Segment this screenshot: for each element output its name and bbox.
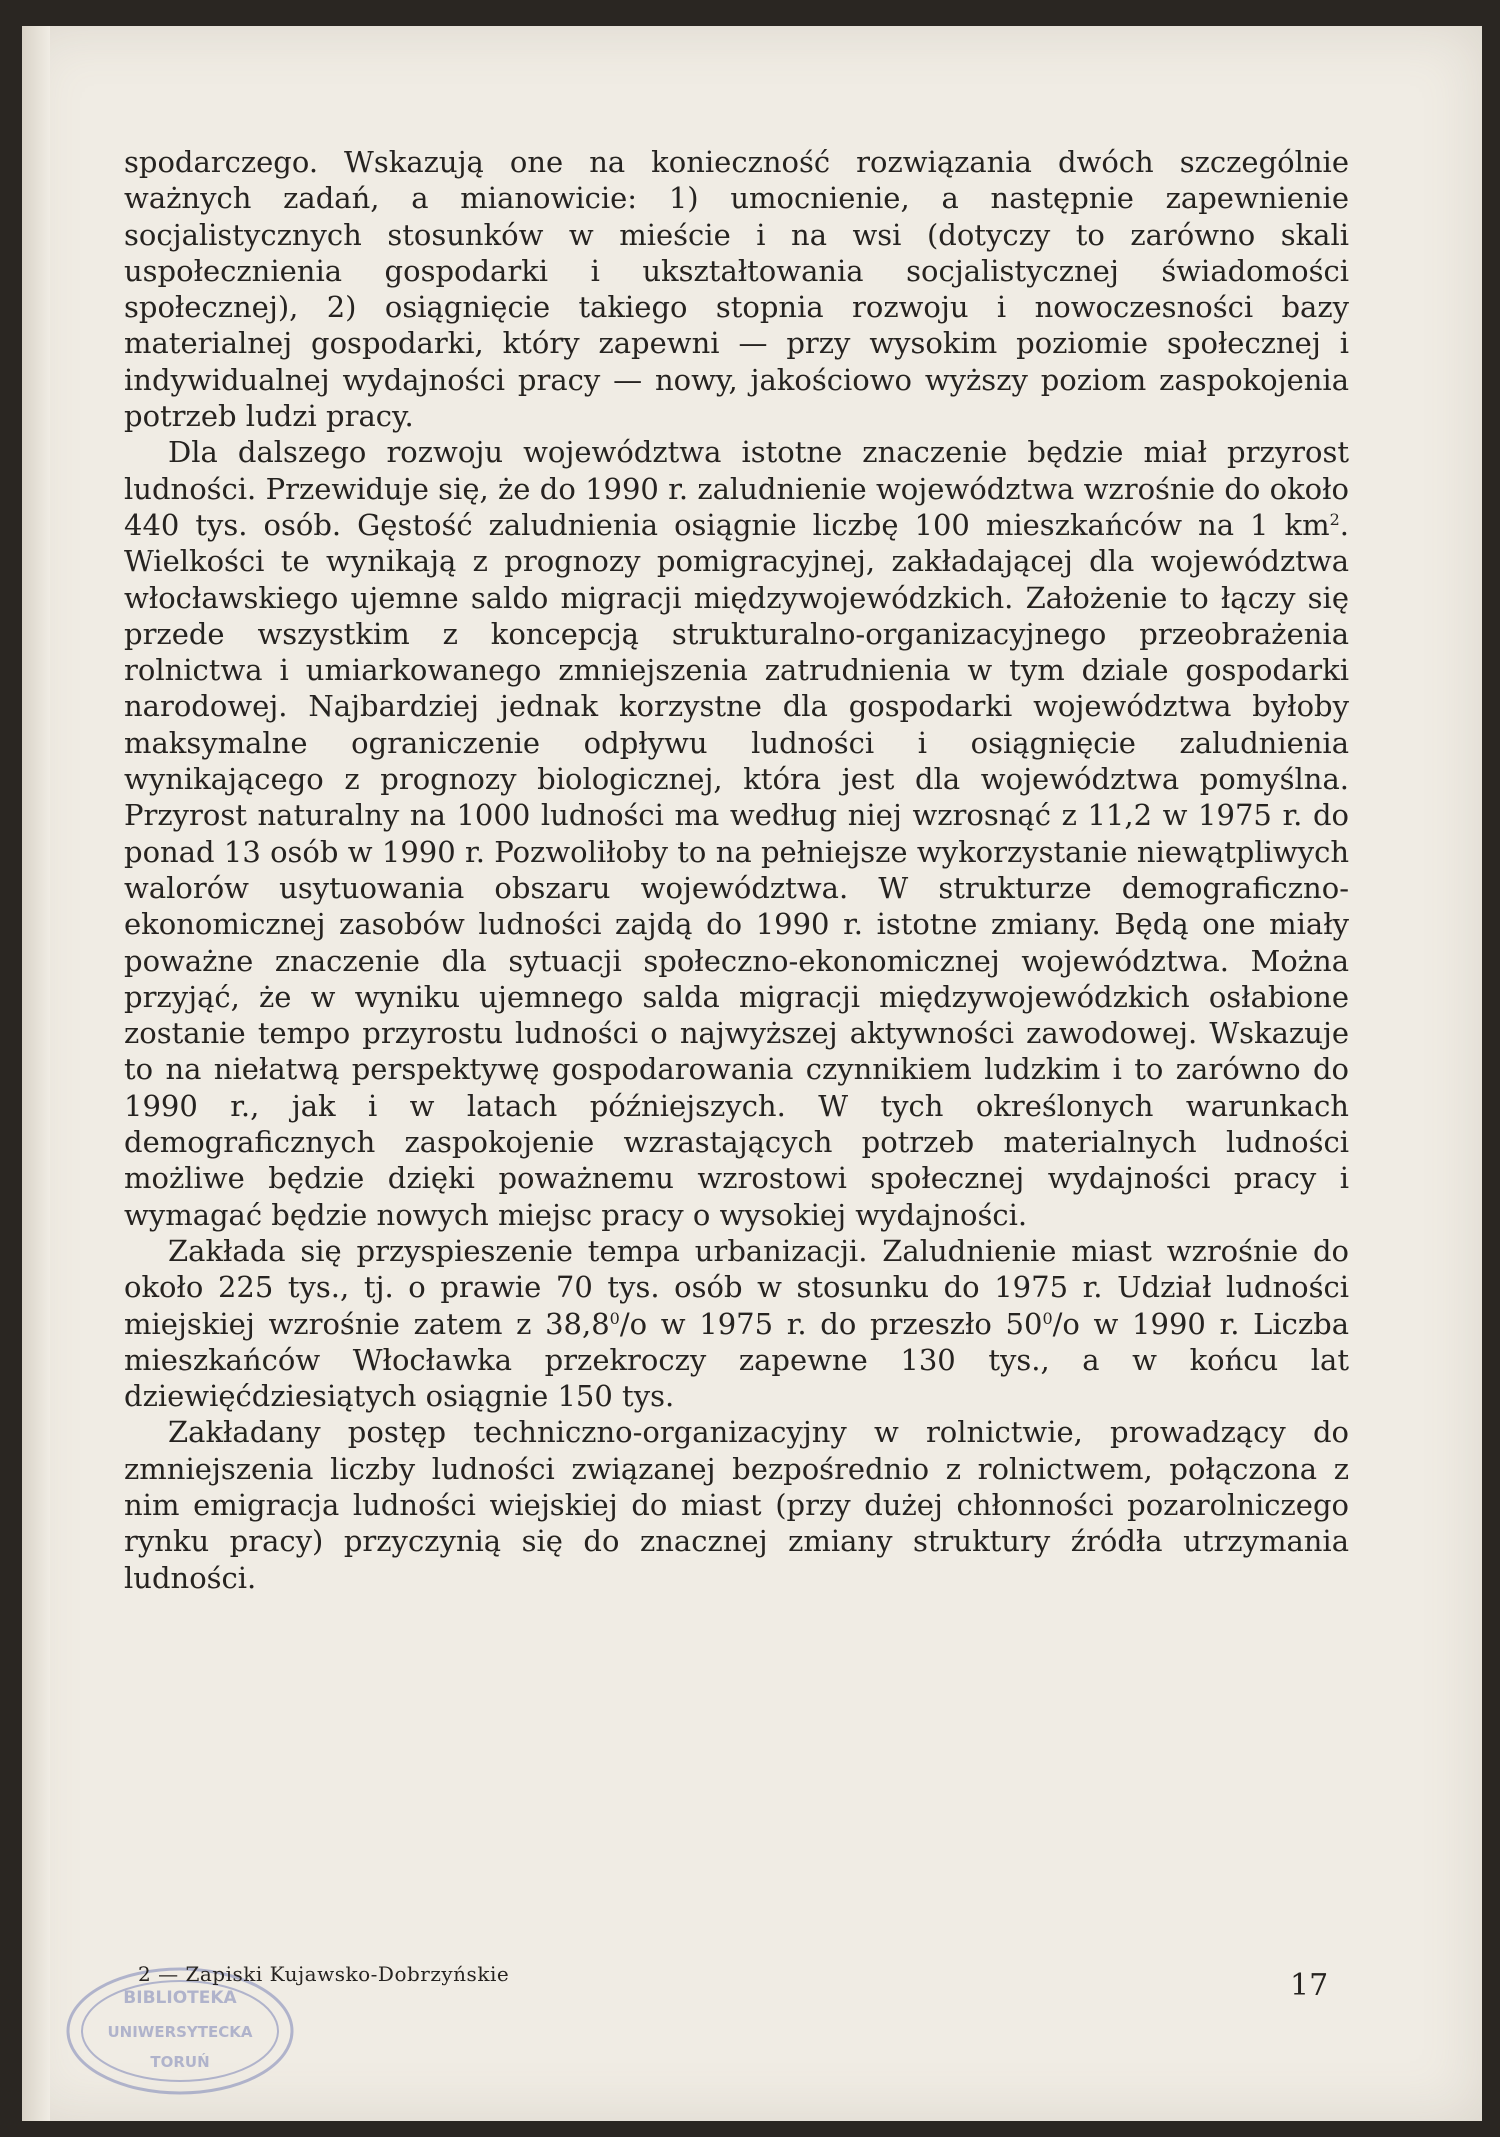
paragraph-3: [124, 1233, 1349, 1414]
body-text: [124, 144, 1349, 1596]
superscript-km2: 2: [1329, 509, 1340, 529]
paragraph-text: spodarczego. Wskazują one na konieczność rozwiązania dwóch szczególnie ważnych zadań, a mianowicie: 1) umocnienie, a następnie zapewnienie socjalistycznych stosunków w mieście i na wsi (dotyczy to zarówno skali uspołecznienia gospodarki i ukształtowania socjalistycznej świadomości społecznej), 2) osiągnięcie takiego stopnia rozwoju i nowoczesności bazy materialnej gospodarki, który zapewni — przy wysokim poziomie społecznej i indywidualnej wydajności pracy — nowy, jakościowo wyższy poziom zaspokojenia potrzeb ludzi pracy.: [124, 145, 1349, 434]
page-number: 17: [1290, 1968, 1329, 2003]
superscript-percent: 0: [609, 1308, 620, 1328]
paragraph-2: [124, 434, 1349, 1233]
book-page: [22, 26, 1482, 2121]
percent-suffix: /o: [619, 1306, 648, 1341]
paragraph-text: w 1990 r. Liczba mieszkańców Włocławka przekroczy zapewne 130 tys., a w końcu lat dziewięćdziesiątych osiągnie 150 tys.: [124, 1306, 1349, 1414]
percent-suffix: /o: [1052, 1306, 1080, 1341]
paragraph-4: [124, 1414, 1349, 1595]
signature-mark: 2 — Zapiski Kujawsko-Dobrzyńskie: [138, 1962, 510, 1986]
superscript-percent: 0: [1042, 1308, 1053, 1328]
paragraph-text: Zakłada się przyspieszenie tempa urbanizacji. Zaludnienie miast wzrośnie do około 225 tys., tj. o prawie 70 tys. osób w stosunku do 1975 r. Udział ludności miejskiej wzrośnie zatem z 38,8: [124, 1233, 1349, 1341]
paragraph-text: Dla dalszego rozwoju województwa istotne znaczenie będzie miał przyrost ludności. Przewiduje się, że do 1990 r. zaludnienie województwa wzrośnie do około 440 tys. osób. Gęstość zaludnienia osiągnie liczbę 100 mieszkańców na 1 km: [124, 435, 1349, 542]
stamp-line-2: UNIWERSYTECKA: [107, 2023, 253, 2041]
paragraph-text: Zakładany postęp techniczno-organizacyjny w rolnictwie, prowadzący do zmniejszenia liczby ludności związanej bezpośrednio z rolnictwem, połączona z nim emigracja ludności wiejskiej do miast (przy dużej chłonności pozarolniczego rynku pracy) przyczynią się do znacznej zmiany struktury źródła utrzymania ludności.: [124, 1415, 1349, 1595]
paragraph-text: . Wielkości te wynikają z prognozy pomigracyjnej, zakładającej dla województwa włocławskiego ujemne saldo migracji międzywojewódzkich. Założenie to łączy się przede wszystkim z koncepcją strukturalno-organizacyjnego przeobrażenia rolnictwa i umiarkowanego zmniejszenia zatrudnienia w tym dziale gospodarki narodowej. Najbardziej jednak korzystne dla gospodarki województwa byłoby maksymalne ograniczenie odpływu ludności i osiągnięcie zaludnienia wynikającego z prognozy biologicznej, która jest dla województwa pomyślna. Przyrost naturalny na 1000 ludności ma według niej wzrosnąć z 11,2 w 1975 r. do ponad 13 osób w 1990 r. Pozwoliłoby to na pełniejsze wykorzystanie niewątpliwych walorów usytuowania obszaru województwa. W strukturze demograficzno-ekonomicznej zasobów ludności zajdą do 1990 r. istotne zmiany. Będą one miały poważne znaczenie dla sytuacji społeczno-ekonomicznej województwa. Można przyjąć, że w wyniku ujemnego salda migracji międzywojewódzkich osłabione zostanie tempo przyrostu ludności o najwyższej aktywności zawodowej. Wskazuje to na niełatwą perspektywę gospodarowania czynnikiem ludzkim i to zarówno do 1990 r., jak i w latach późniejszych. W tych określonych warunkach demograficznych zaspokojenie wzrastających potrzeb materialnych ludności możliwe będzie dzięki poważnemu wzrostowi społecznej wydajności pracy i wymagać będzie nowych miejsc pracy o wysokiej wydajności.: [124, 507, 1349, 1232]
paragraph-text: w 1975 r. do przeszło 50: [647, 1306, 1043, 1341]
stamp-line-1: BIBLIOTEKA: [123, 1988, 237, 2008]
paragraph-1: [124, 144, 1349, 434]
stamp-line-3: TORUŃ: [150, 2053, 210, 2071]
